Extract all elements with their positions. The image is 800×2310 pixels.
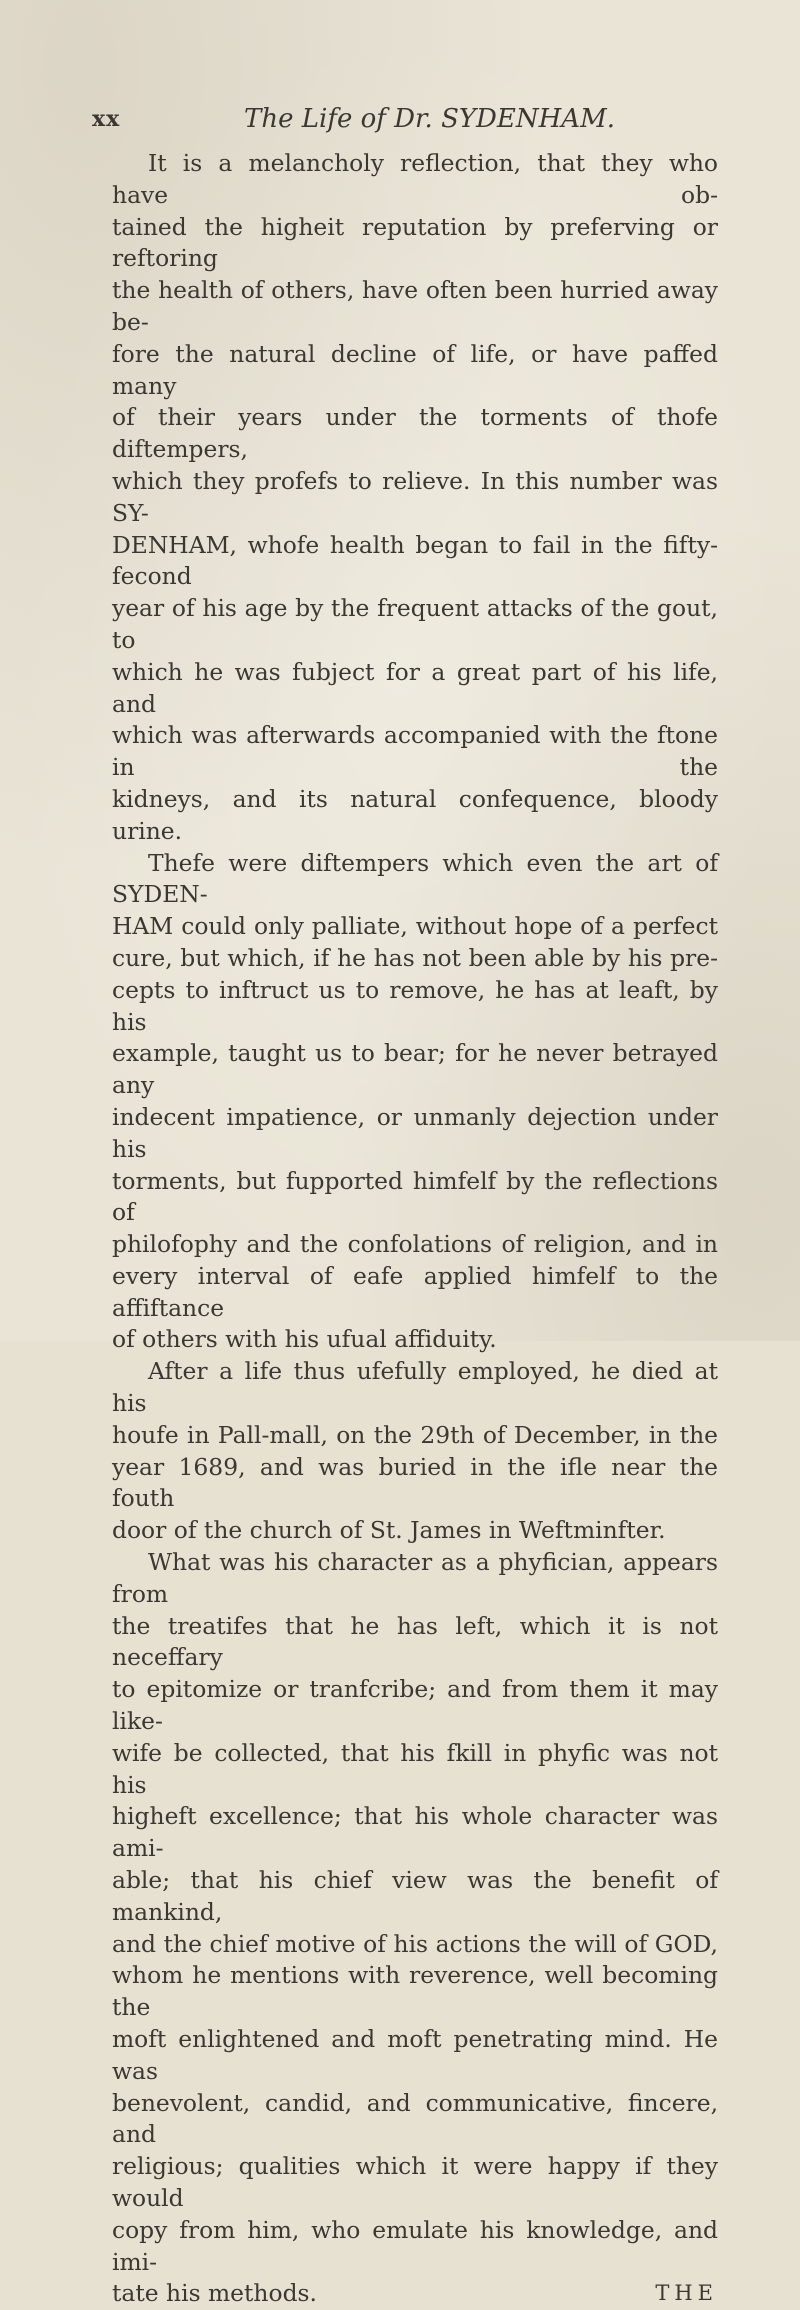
text-line: tate his methods. bbox=[112, 2279, 317, 2308]
paragraph-4 bbox=[112, 1547, 718, 2310]
text-line: moft enlightened and moft penetrating mind. He was bbox=[112, 2025, 718, 2085]
text-line: the health of others, have often been hurried away be- bbox=[112, 276, 718, 336]
text-line: houfe in Pall-mall, on the 29th of December, in the bbox=[112, 1420, 718, 1449]
text-line: door of the church of St. James in Weftminfter. bbox=[112, 1516, 666, 1545]
text-line: fore the natural decline of life, or have paffed many bbox=[112, 339, 718, 400]
text-line: example, taught us to bear; for he never betrayed any bbox=[112, 1039, 718, 1100]
catchword: THE bbox=[655, 2281, 718, 2306]
paragraph-2 bbox=[112, 848, 718, 1357]
text-line: year 1689, and was buried in the ifle near the fouth bbox=[112, 1452, 718, 1513]
text-line: wife be collected, that his fkill in phyfic was not his bbox=[112, 1738, 718, 1799]
text-line: which they profefs to relieve. In this number was SY- bbox=[112, 466, 718, 527]
text-line: HAM could only palliate, without hope of a perfect bbox=[112, 912, 718, 941]
text-line: cepts to inftruct us to remove, he has at leaft, by his bbox=[112, 975, 718, 1036]
text-line: tained the higheit reputation by preferving or reftoring bbox=[112, 212, 718, 273]
text-line: philofophy and the confolations of religion, and in bbox=[112, 1230, 718, 1259]
text-line: indecent impatience, or unmanly dejection under his bbox=[112, 1102, 718, 1163]
text-line: Thefe were diftempers which even the art of SYDEN- bbox=[112, 848, 718, 909]
text-line: kidneys, and its natural confequence, bloody urine. bbox=[112, 784, 718, 845]
running-title: The Life of Dr. SYDENHAM. bbox=[244, 104, 615, 134]
page-header bbox=[92, 104, 712, 144]
text-line: higheft excellence; that his whole character was ami- bbox=[112, 1802, 718, 1863]
text-line: which he was fubject for a great part of his life, and bbox=[112, 657, 718, 718]
text-line: torments, but fupported himfelf by the reflections of bbox=[112, 1166, 718, 1227]
paragraph-3 bbox=[112, 1356, 718, 1547]
text-line: the treatifes that he has left, which it is not neceffary bbox=[112, 1611, 718, 1672]
paragraph-1 bbox=[112, 148, 718, 848]
text-line: whom he mentions with reverence, well becoming the bbox=[112, 1961, 718, 2022]
body-text bbox=[112, 148, 718, 2310]
text-line: benevolent, candid, and communicative, fincere, and bbox=[112, 2088, 718, 2149]
text-line: copy from him, who emulate his knowledge, and imi- bbox=[112, 2215, 718, 2276]
text-line: and the chief motive of his actions the will of GOD, bbox=[112, 1929, 718, 1958]
final-line bbox=[112, 2278, 718, 2310]
text-line: which was afterwards accompanied with the ftone in the bbox=[112, 721, 718, 782]
text-line: able; that his chief view was the benefit of mankind, bbox=[112, 1866, 718, 1926]
text-line: cure, but which, if he has not been able by his pre- bbox=[112, 943, 718, 972]
page-number: xx bbox=[92, 106, 121, 132]
text-line: DENHAM, whofe health began to fail in the fifty-fecond bbox=[112, 530, 718, 591]
text-line: What was his character as a phyfician, appears from bbox=[112, 1548, 718, 1608]
text-line: religious; qualities which it were happy if they would bbox=[112, 2152, 718, 2212]
text-line: every interval of eafe applied himfelf to the affiftance bbox=[112, 1261, 718, 1322]
text-line: After a life thus ufefully employed, he died at his bbox=[112, 1357, 718, 1418]
text-line: of others with his ufual affiduity. bbox=[112, 1325, 497, 1354]
text-line: of their years under the torments of thofe diftempers, bbox=[112, 403, 718, 464]
text-line: It is a melancholy reflection, that they who have ob- bbox=[112, 149, 718, 209]
text-line: to epitomize or tranfcribe; and from them it may like- bbox=[112, 1675, 718, 1736]
text-line: year of his age by the frequent attacks of the gout, to bbox=[112, 594, 718, 654]
